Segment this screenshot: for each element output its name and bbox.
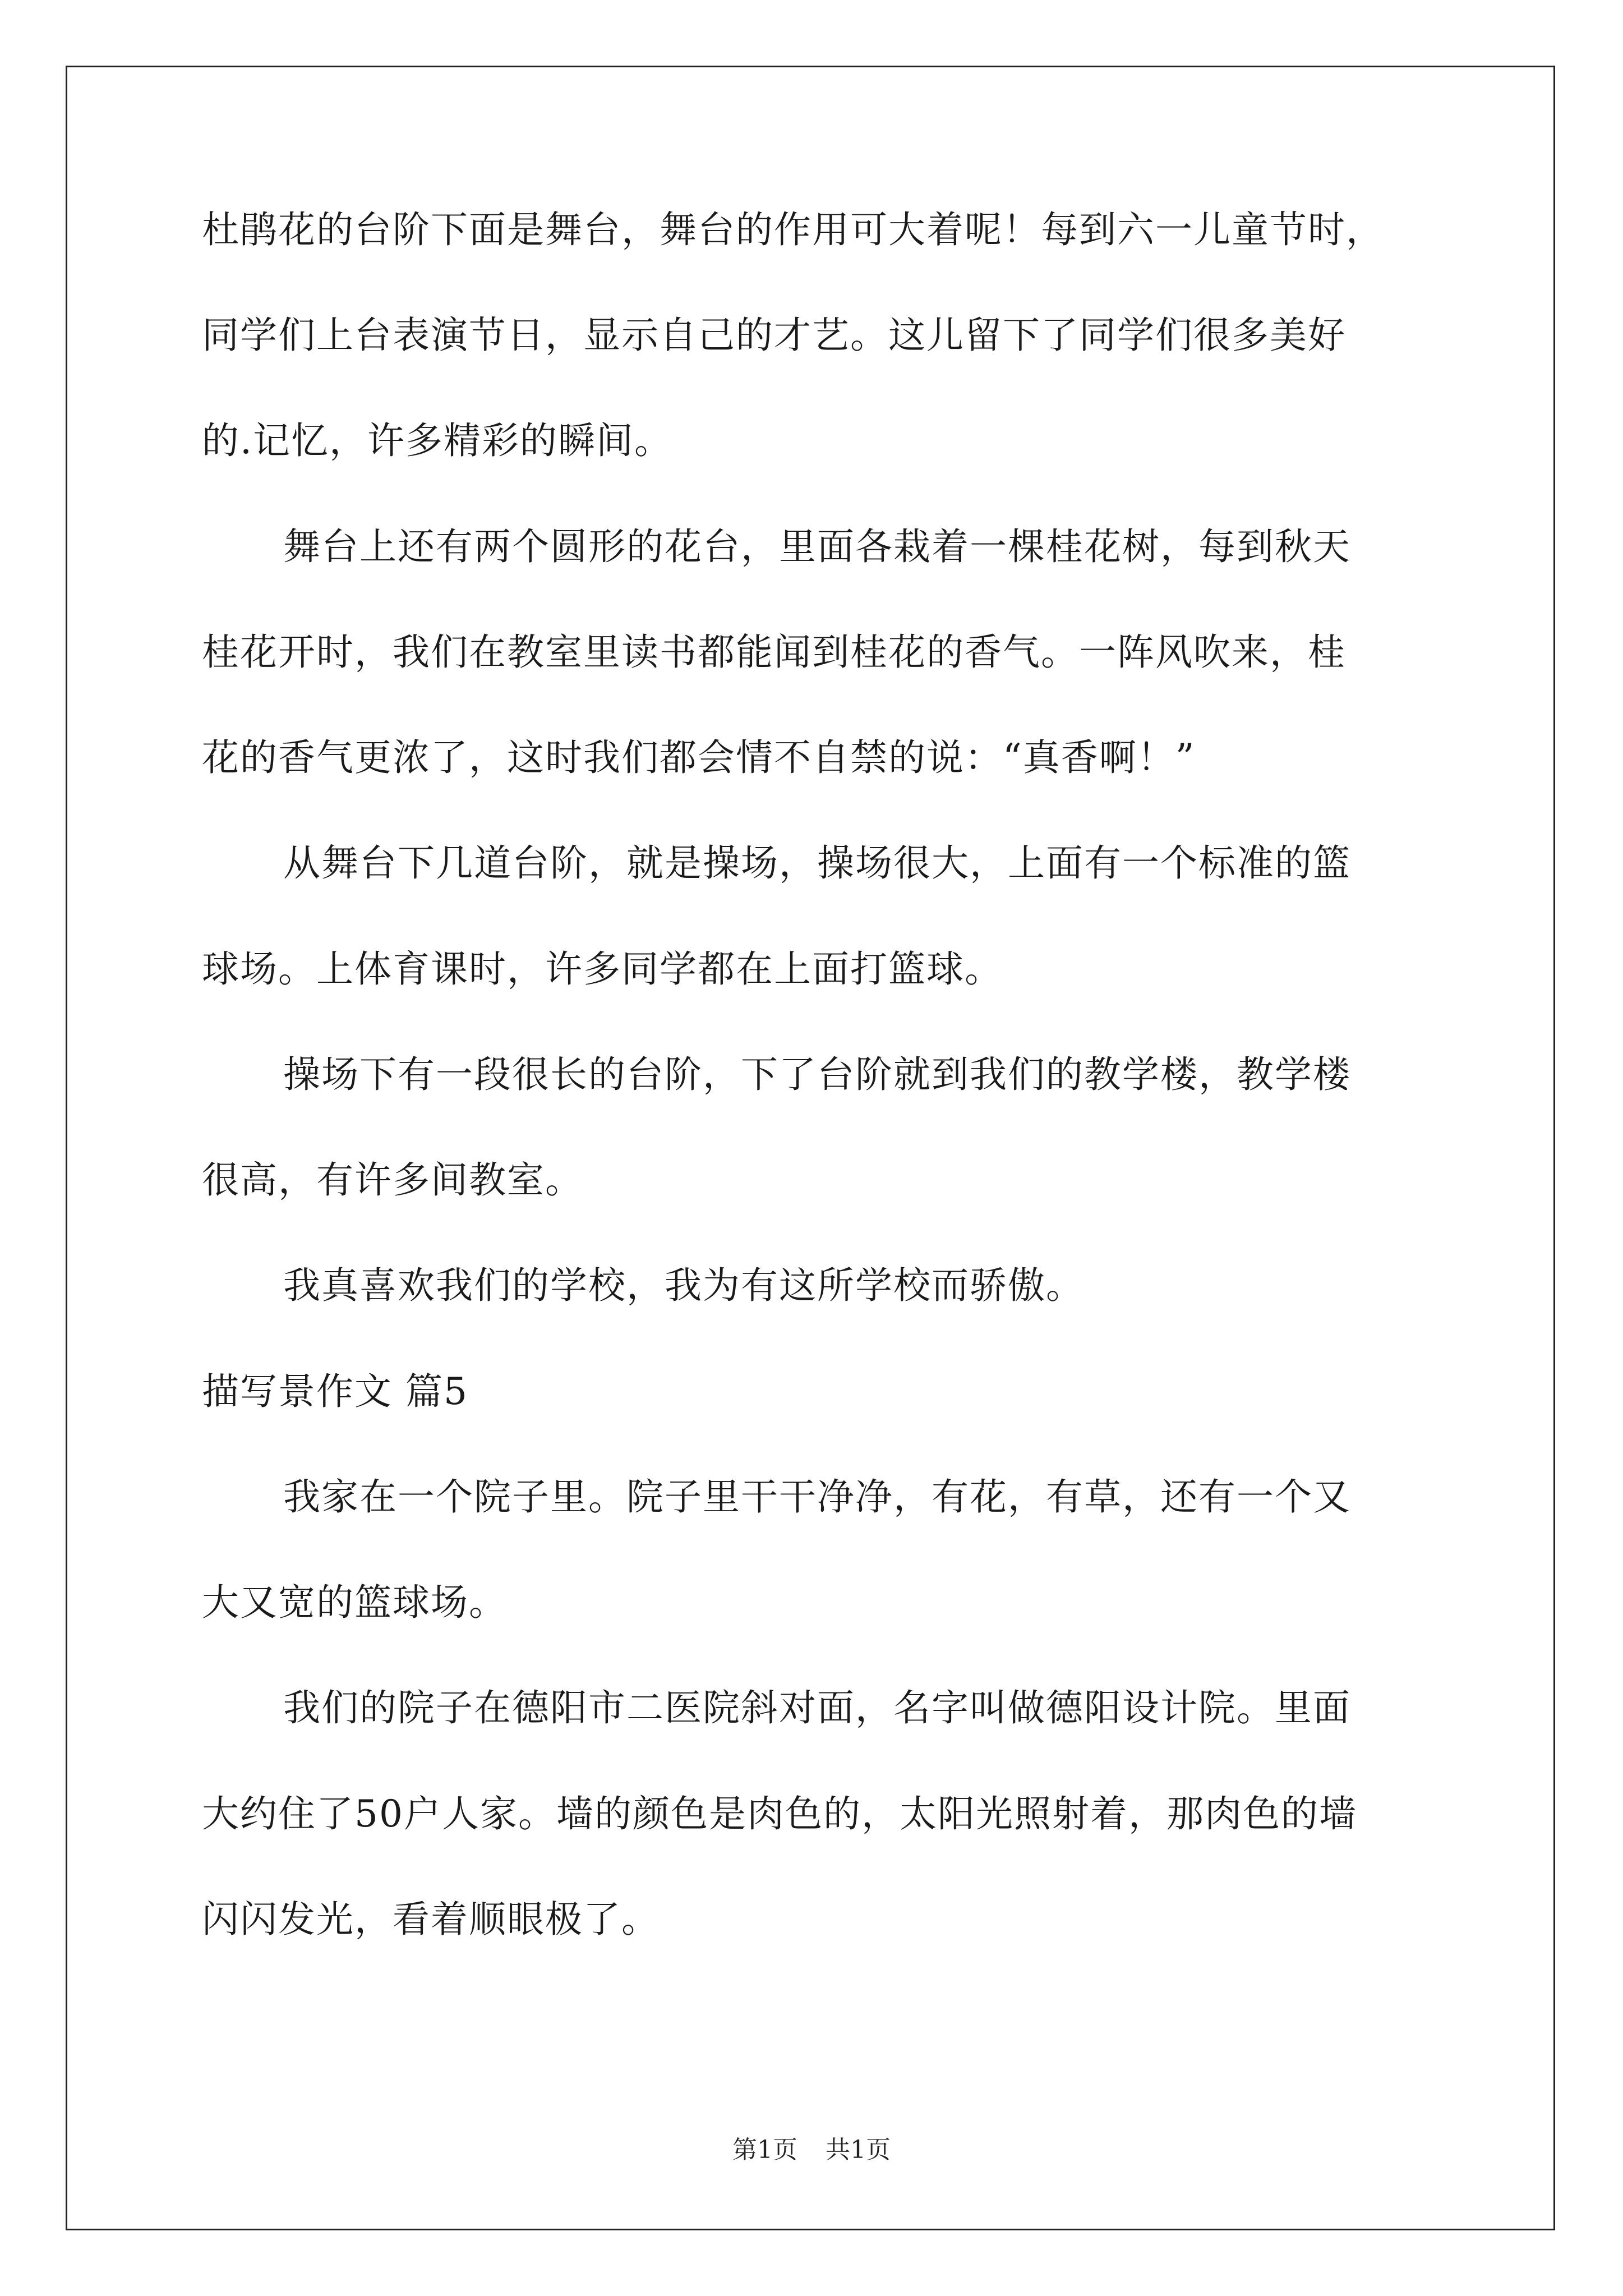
text-line: 从舞台下几道台阶，就是操场，操场很大，上面有一个标准的篮 <box>283 841 1351 885</box>
text-line: 我家在一个院子里。院子里干干净净，有花，有草，还有一个又 <box>283 1475 1351 1519</box>
text-line: 同学们上台表演节日，显示自己的才艺。这儿留下了同学们很多美好 <box>202 314 1346 357</box>
text-line: 大又宽的篮球场。 <box>202 1581 507 1624</box>
section-heading: 描写景作文 篇5 <box>202 1370 468 1413</box>
page-number: 第1页 <box>732 2136 797 2164</box>
text-line: 的.记忆，许多精彩的瞬间。 <box>202 419 672 462</box>
text-line: 花的香气更浓了，这时我们都会情不自禁的说：“真香啊！” <box>202 736 1196 779</box>
page-footer <box>0 2134 1623 2166</box>
text-line: 操场下有一段很长的台阶，下了台阶就到我们的教学楼，教学楼 <box>283 1053 1351 1096</box>
text-line: 我们的院子在德阳市二医院斜对面，名字叫做德阳设计院。里面 <box>283 1686 1351 1729</box>
text-line: 桂花开时，我们在教室里读书都能闻到桂花的香气。一阵风吹来，桂 <box>202 631 1346 674</box>
text-line: 球场。上体育课时，许多同学都在上面打篮球。 <box>202 947 1003 991</box>
text-line: 闪闪发光，看着顺眼极了。 <box>202 1898 660 1941</box>
page-total: 共1页 <box>826 2136 891 2164</box>
text-line: 很高，有许多间教室。 <box>202 1158 583 1202</box>
text-line: 舞台上还有两个圆形的花台，里面各栽着一棵桂花树，每到秋天 <box>283 525 1351 568</box>
text-line: 我真喜欢我们的学校，我为有这所学校而骄傲。 <box>283 1264 1084 1307</box>
text-line: 杜鹃花的台阶下面是舞台，舞台的作用可大着呢！每到六一儿童节时， <box>202 208 1384 251</box>
text-line: 大约住了50户人家。墙的颜色是肉色的，太阳光照射着，那肉色的墙 <box>202 1792 1357 1835</box>
